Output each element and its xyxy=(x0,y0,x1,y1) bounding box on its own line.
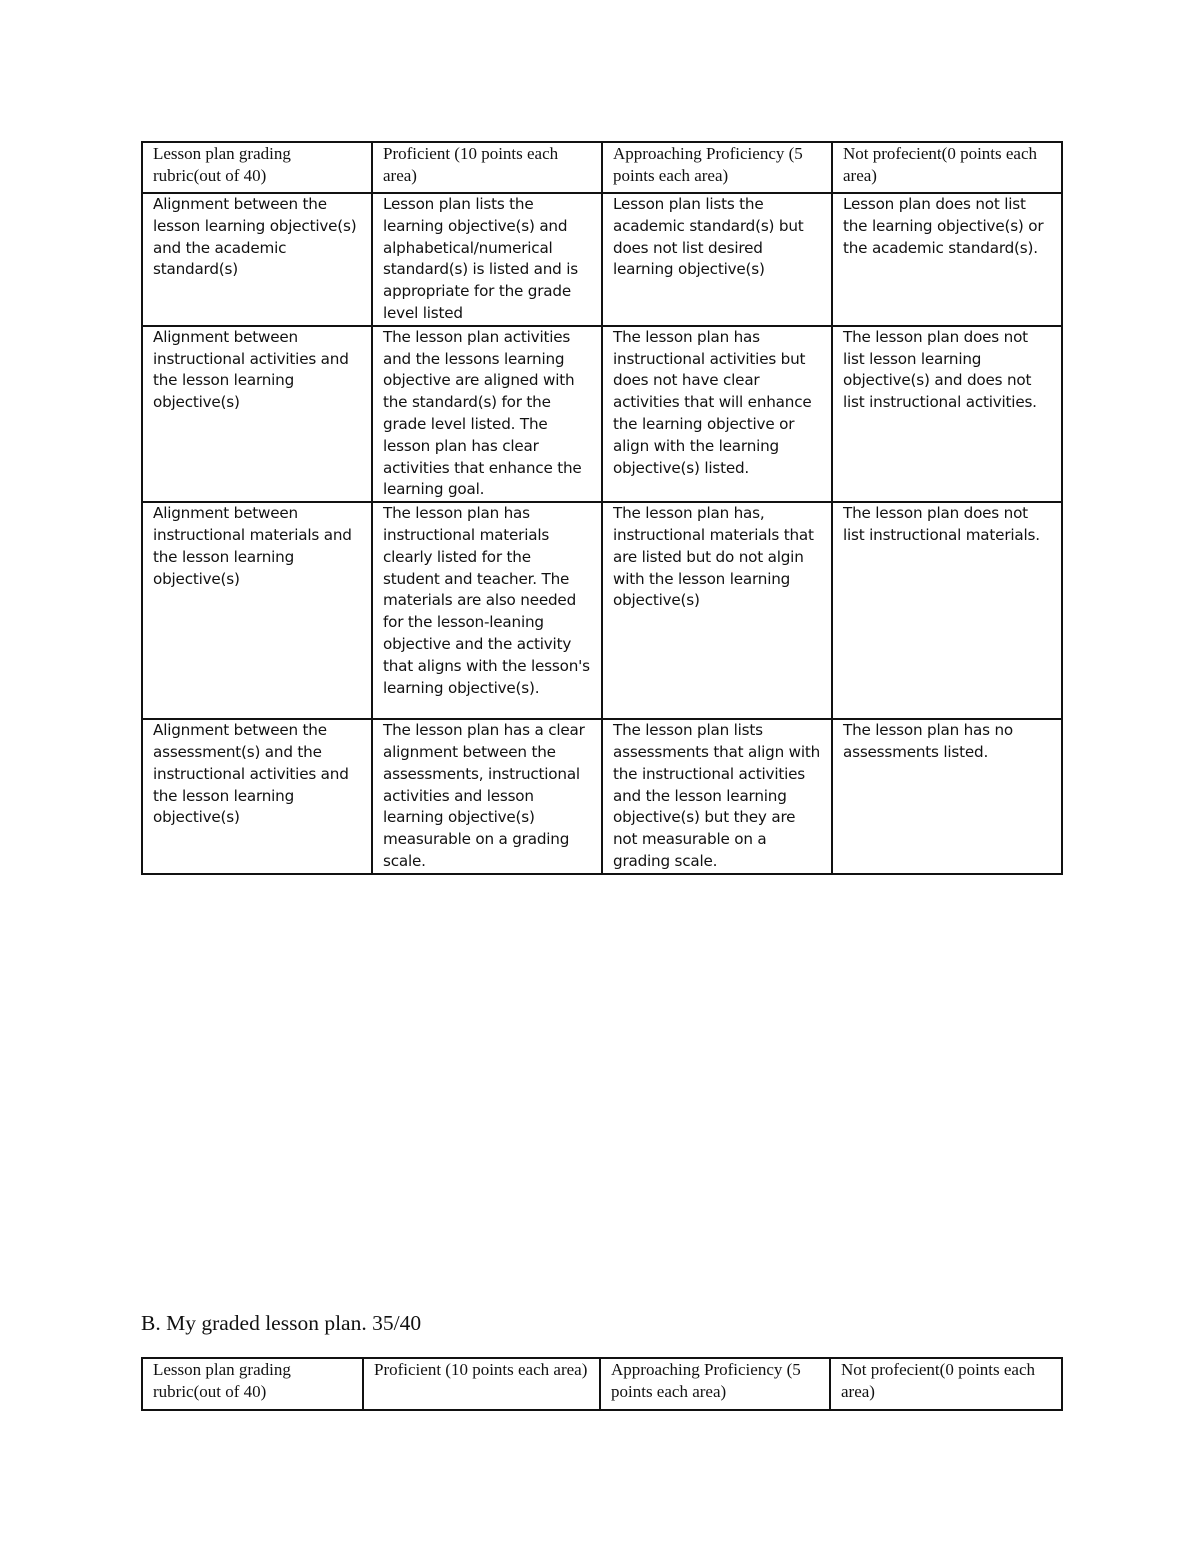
header-cell-not-proficient: Not profecient(0 points each area) xyxy=(832,142,1062,193)
not-proficient-cell: The lesson plan has no assessments listed. xyxy=(832,719,1062,874)
table-row xyxy=(142,502,1062,719)
header-cell-approaching: Approaching Proficiency (5 points each area) xyxy=(600,1358,830,1410)
header-cell-not-proficient: Not profecient(0 points each area) xyxy=(830,1358,1062,1410)
not-proficient-cell: The lesson plan does not list lesson learning objective(s) and does not list instructional activities. xyxy=(832,326,1062,502)
rubric-table xyxy=(141,141,1063,875)
table-row xyxy=(142,193,1062,326)
proficient-cell: Lesson plan lists the learning objective(s) and alphabetical/numerical standard(s) is listed and is appropriate for the grade level listed xyxy=(372,193,602,326)
rubric-header-row xyxy=(142,142,1062,193)
section-b-heading: B. My graded lesson plan. 35/40 xyxy=(141,1311,422,1335)
table-row xyxy=(142,326,1062,502)
criteria-cell: Alignment between the lesson learning objective(s) and the academic standard(s) xyxy=(142,193,372,326)
criteria-cell: Alignment between the assessment(s) and the instructional activities and the lesson learning objective(s) xyxy=(142,719,372,874)
not-proficient-cell: Lesson plan does not list the learning objective(s) or the academic standard(s). xyxy=(832,193,1062,326)
table-row xyxy=(142,719,1062,874)
header-cell-proficient: Proficient (10 points each area) xyxy=(363,1358,600,1410)
header-cell-criteria: Lesson plan grading rubric(out of 40) xyxy=(142,142,372,193)
graded-rubric-table xyxy=(141,1357,1063,1411)
proficient-cell: The lesson plan has a clear alignment between the assessments, instructional activities and lesson learning objective(s) measurable on a grading scale. xyxy=(372,719,602,874)
header-cell-criteria: Lesson plan grading rubric(out of 40) xyxy=(142,1358,363,1410)
criteria-cell: Alignment between instructional activities and the lesson learning objective(s) xyxy=(142,326,372,502)
header-cell-approaching: Approaching Proficiency (5 points each area) xyxy=(602,142,832,193)
approaching-cell: The lesson plan has instructional activities but does not have clear activities that will enhance the learning objective or align with the learning objective(s) listed. xyxy=(602,326,832,502)
proficient-cell: The lesson plan activities and the lessons learning objective are aligned with the standard(s) for the grade level listed. The lesson plan has clear activities that enhance the learning goal. xyxy=(372,326,602,502)
not-proficient-cell: The lesson plan does not list instructional materials. xyxy=(832,502,1062,719)
approaching-cell: Lesson plan lists the academic standard(s) but does not list desired learning objective(s) xyxy=(602,193,832,326)
rubric-header-row xyxy=(142,1358,1062,1410)
approaching-cell: The lesson plan has, instructional materials that are listed but do not algin with the lesson learning objective(s) xyxy=(602,502,832,719)
criteria-cell: Alignment between instructional materials and the lesson learning objective(s) xyxy=(142,502,372,719)
header-cell-proficient: Proficient (10 points each area) xyxy=(372,142,602,193)
proficient-cell: The lesson plan has instructional materials clearly listed for the student and teacher. The materials are also needed for the lesson-leaning objective and the activity that aligns with the lesson's learning objective(s). xyxy=(372,502,602,719)
approaching-cell: The lesson plan lists assessments that align with the instructional activities and the lesson learning objective(s) but they are not measurable on a grading scale. xyxy=(602,719,832,874)
